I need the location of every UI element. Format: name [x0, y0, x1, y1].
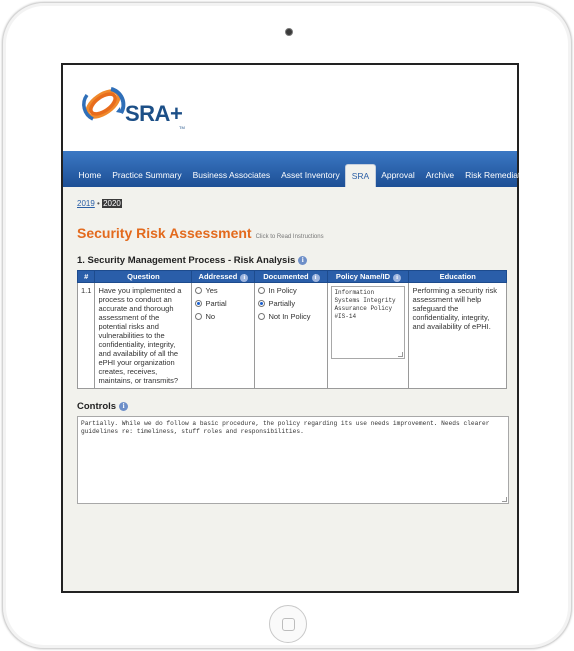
radio-label: Partial [205, 299, 227, 308]
radio-in-policy[interactable] [258, 287, 265, 294]
controls-heading-text: Controls [77, 401, 117, 412]
nav-item-business-associates[interactable]: Business Associates [192, 170, 271, 180]
camera-icon [285, 28, 293, 36]
header-question: Question [95, 271, 192, 283]
row-number: 1.1 [78, 283, 95, 389]
radio-label: Partially [268, 299, 296, 308]
year-link-previous[interactable]: 2019 [77, 199, 95, 208]
radio-label: Yes [205, 286, 218, 295]
addressed-options [192, 283, 255, 389]
header-addressed [192, 271, 255, 283]
addressed-option-yes[interactable] [195, 286, 251, 295]
radio-label: In Policy [268, 286, 297, 295]
section-heading-text: 1. Security Management Process - Risk Analysis [77, 255, 296, 266]
header-addressed-text: Addressed [198, 271, 238, 281]
info-icon[interactable]: i [393, 274, 401, 282]
info-icon[interactable]: i [240, 274, 248, 282]
addressed-option-no[interactable] [195, 312, 251, 321]
header-num: # [78, 271, 95, 283]
header-policy [328, 271, 409, 283]
documented-option-not-in-policy[interactable] [258, 312, 324, 321]
tablet-frame [2, 2, 572, 649]
resize-handle-icon[interactable] [502, 497, 507, 502]
radio-yes[interactable] [195, 287, 202, 294]
documented-option-partially[interactable] [258, 299, 324, 308]
header-documented [255, 271, 328, 283]
policy-name-textarea[interactable] [331, 286, 405, 359]
row-question: Have you implemented a process to conduct an accurate and thorough assessment of the potential risks and vulnerabilities to the confidentiality, integrity, and availability of all the ePHI your organization creates, receives, maintains, or transmits? [95, 283, 192, 389]
sra-logo-icon [81, 79, 131, 129]
documented-option-in-policy[interactable] [258, 286, 324, 295]
nav-item-approval[interactable]: Approval [381, 170, 415, 180]
app-screen [61, 63, 532, 593]
resize-handle-icon[interactable] [398, 352, 403, 357]
nav-item-practice-summary[interactable]: Practice Summary [112, 170, 182, 180]
instructions-link[interactable]: Click to Read Instructions [255, 234, 324, 240]
addressed-option-partial[interactable] [195, 299, 251, 308]
year-separator: • [97, 199, 100, 208]
policy-cell [328, 283, 409, 389]
main-nav [63, 151, 532, 187]
policy-name-value: Information Systems Integrity Assurance Policy #IS-14 [334, 289, 396, 320]
documented-options [255, 283, 328, 389]
home-square-icon [282, 618, 295, 631]
info-icon[interactable]: i [119, 402, 128, 411]
radio-label: No [205, 312, 216, 321]
title-row [77, 225, 507, 241]
nav-item-risk-remediation[interactable]: Risk Remediation [465, 170, 532, 180]
table-header-row [78, 271, 507, 283]
home-button[interactable] [269, 605, 307, 643]
info-icon[interactable]: i [312, 274, 320, 282]
radio-partial[interactable] [195, 300, 202, 307]
nav-item-asset-inventory[interactable]: Asset Inventory [281, 170, 340, 180]
year-current[interactable]: 2020 [103, 199, 121, 208]
info-icon[interactable]: i [298, 256, 307, 265]
header-logo-area [63, 65, 517, 151]
row-education: Performing a security risk assessment will help safeguard the confidentiality, integrity, and availability of ePHI. [409, 283, 507, 389]
header-education: Education [409, 271, 507, 283]
nav-item-sra[interactable]: SRA [345, 164, 375, 187]
table-row [78, 283, 507, 389]
brand-name: SRA+ [125, 101, 183, 126]
section-heading [77, 255, 507, 266]
nav-item-archive[interactable]: Archive [425, 170, 455, 180]
controls-textarea[interactable] [77, 416, 509, 504]
controls-heading [77, 401, 507, 412]
year-selector [77, 199, 507, 208]
radio-partially[interactable] [258, 300, 265, 307]
nav-item-home[interactable]: Home [78, 170, 102, 180]
page-title: Security Risk Assessment [77, 225, 252, 241]
radio-not-in-policy[interactable] [258, 313, 265, 320]
risk-analysis-table [77, 270, 507, 389]
radio-label: Not In Policy [268, 312, 311, 321]
radio-no[interactable] [195, 313, 202, 320]
main-content [77, 199, 507, 504]
header-policy-text: Policy Name/ID [335, 271, 391, 281]
brand-trademark: TM [179, 125, 185, 130]
controls-value: Partially. While we do follow a basic procedure, the policy regarding its use needs improvement. Needs clearer guidelines re: timeliness, stuff roles and responsibilities. [81, 420, 490, 435]
header-documented-text: Documented [263, 271, 309, 281]
